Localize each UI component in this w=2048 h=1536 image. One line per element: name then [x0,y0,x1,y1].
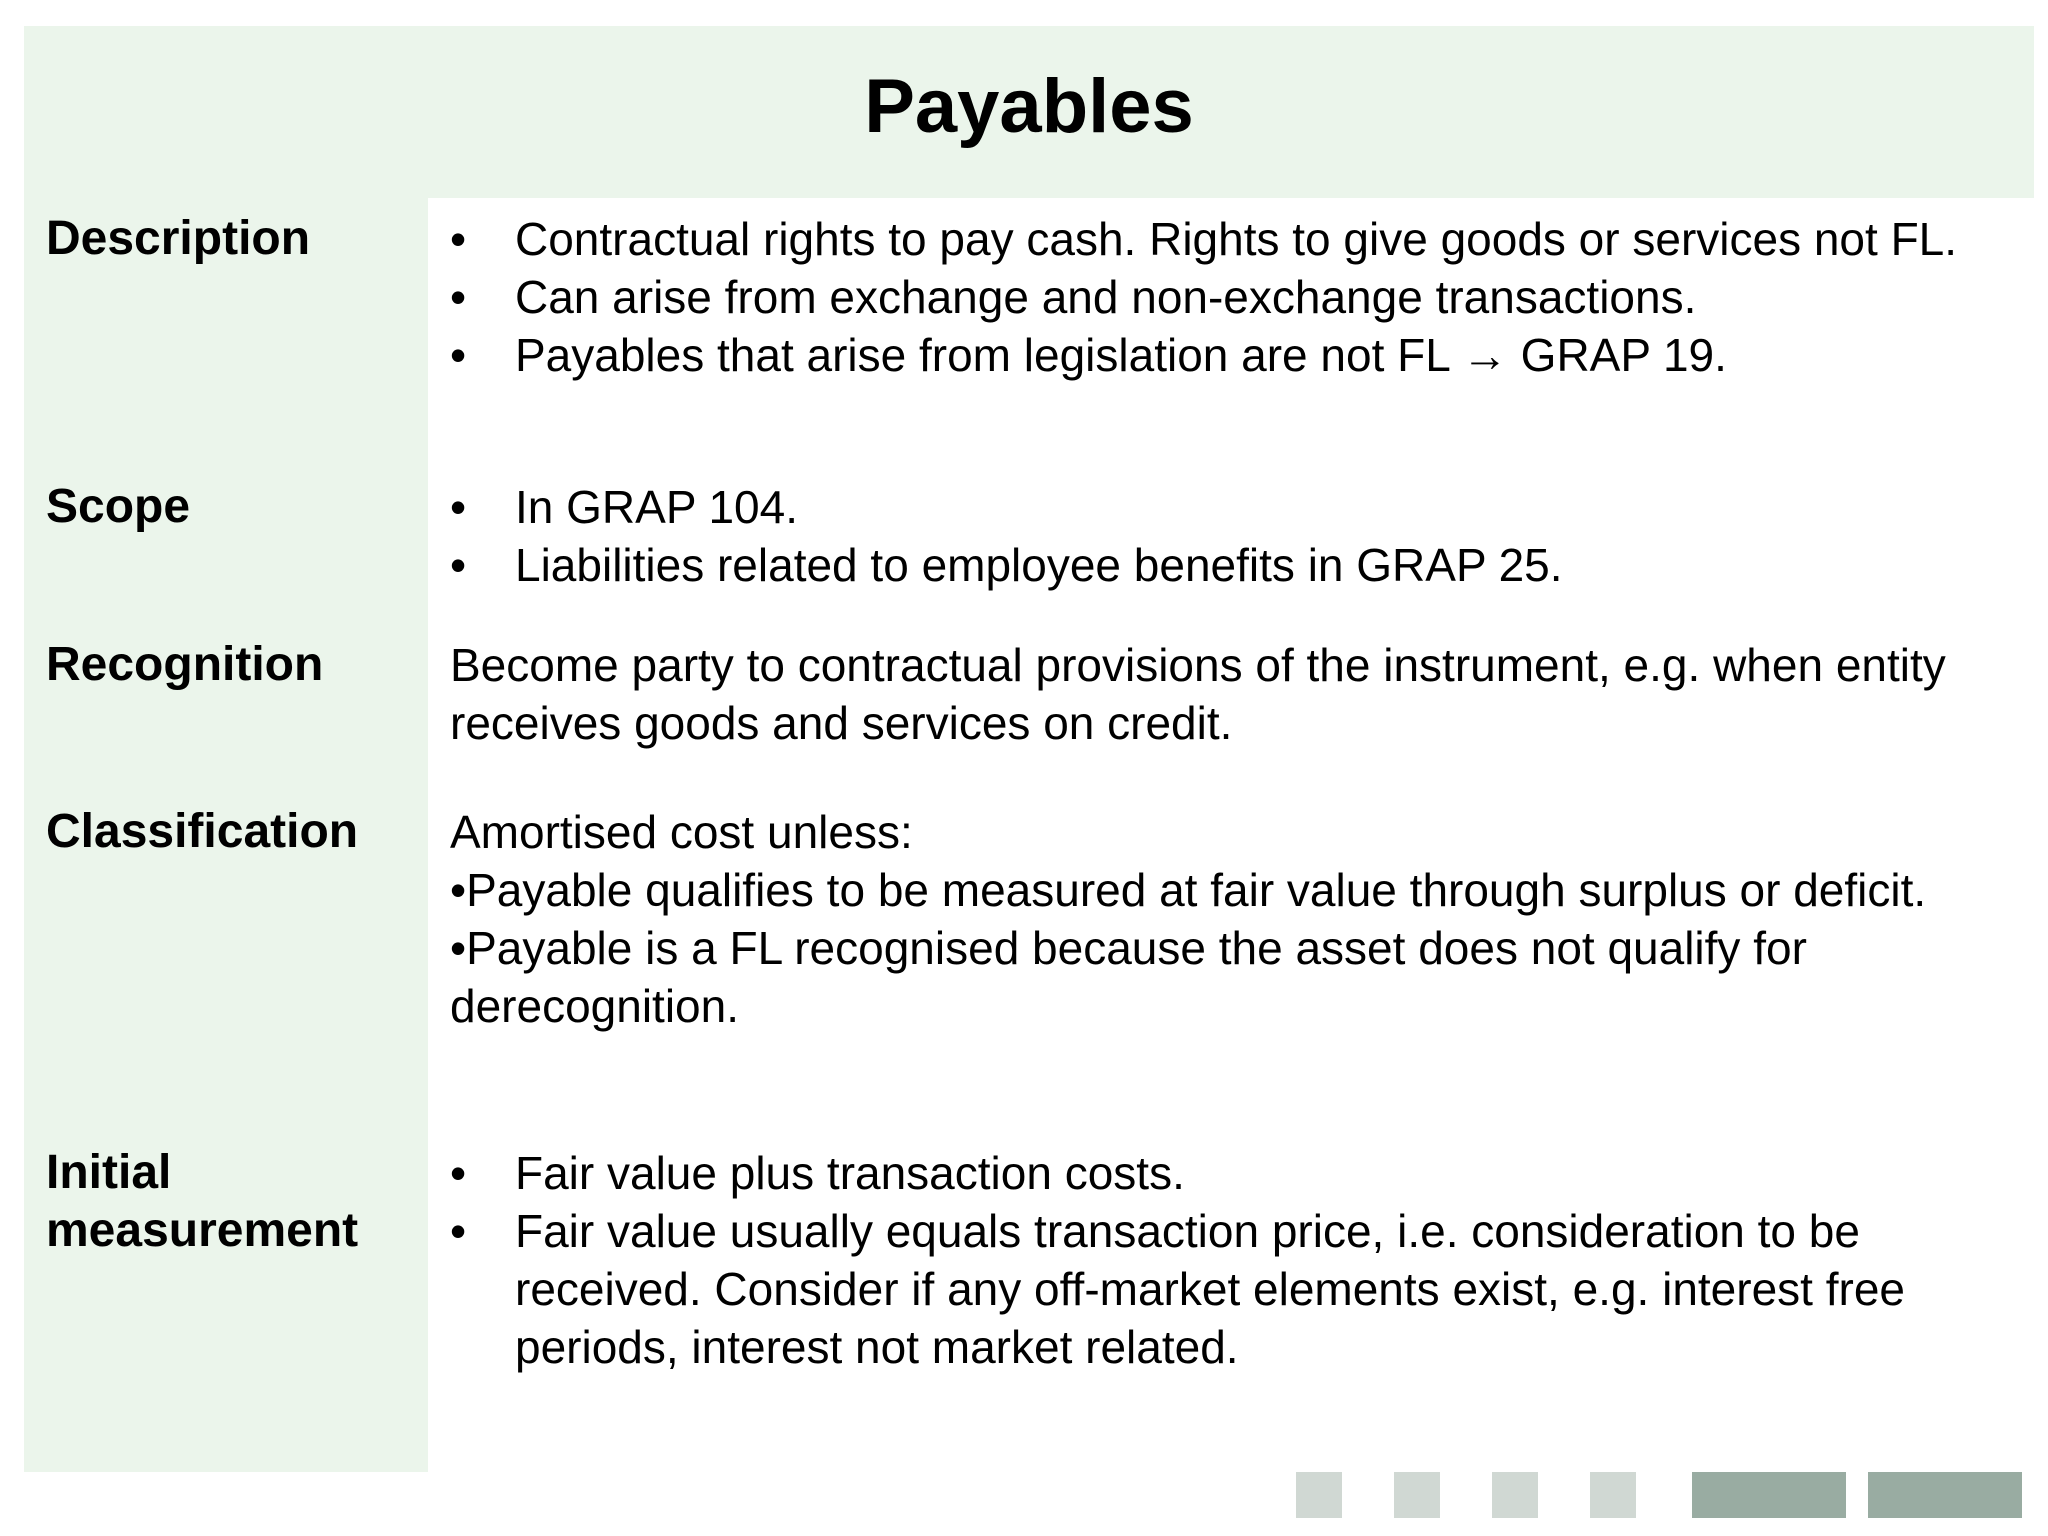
scope-content [450,478,2010,594]
page-title: Payables [864,64,1194,149]
recognition-content [450,636,2010,752]
title-band [24,26,2034,198]
initial-measurement-label-line: measurement [46,1204,359,1257]
initial-measurement-content [450,1144,2010,1376]
scope-bullet: • Liabilities related to employee benefits in GRAP 25. [450,536,2010,594]
footer-decor-square [1296,1472,1342,1518]
initial-measurement-bullet: • Fair value usually equals transaction price, i.e. consideration to be received. Consider if any off-market elements exist, e.g. interest free periods, interest not market related. [450,1202,2010,1376]
description-label: Description [46,212,311,265]
description-bullets [450,210,2010,384]
classification-line: •Payable is a FL recognised because the asset does not qualify for derecognition. [450,922,1807,1032]
footer-decor-bar [1692,1472,1846,1518]
footer-decor-bar [1868,1472,2022,1518]
scope-label: Scope [46,480,191,533]
footer-decor-square [1492,1472,1538,1518]
classification-line: •Payable qualifies to be measured at fair value through surplus or deficit. [450,864,1927,916]
initial-measurement-bullets [450,1144,2010,1376]
scope-bullets [450,478,2010,594]
classification-line: Amortised cost unless: [450,806,913,858]
recognition-text: Become party to contractual provisions of the instrument, e.g. when entity receives goods and services on credit. [450,639,1946,749]
description-bullet: • Can arise from exchange and non-exchange transactions. [450,268,2010,326]
footer-decor-square [1394,1472,1440,1518]
scope-bullet: • In GRAP 104. [450,478,2010,536]
initial-measurement-label-line: Initial [46,1146,172,1199]
description-content [450,210,2010,384]
description-bullet: • Payables that arise from legislation are not FL → GRAP 19. [450,326,2010,384]
initial-measurement-bullet: • Fair value plus transaction costs. [450,1144,2010,1202]
description-bullet: • Contractual rights to pay cash. Rights to give goods or services not FL. [450,210,2010,268]
initial-measurement-label [46,1144,358,1260]
recognition-label: Recognition [46,638,324,691]
footer-decor-square [1590,1472,1636,1518]
classification-content [450,803,2010,1035]
classification-label: Classification [46,805,359,858]
